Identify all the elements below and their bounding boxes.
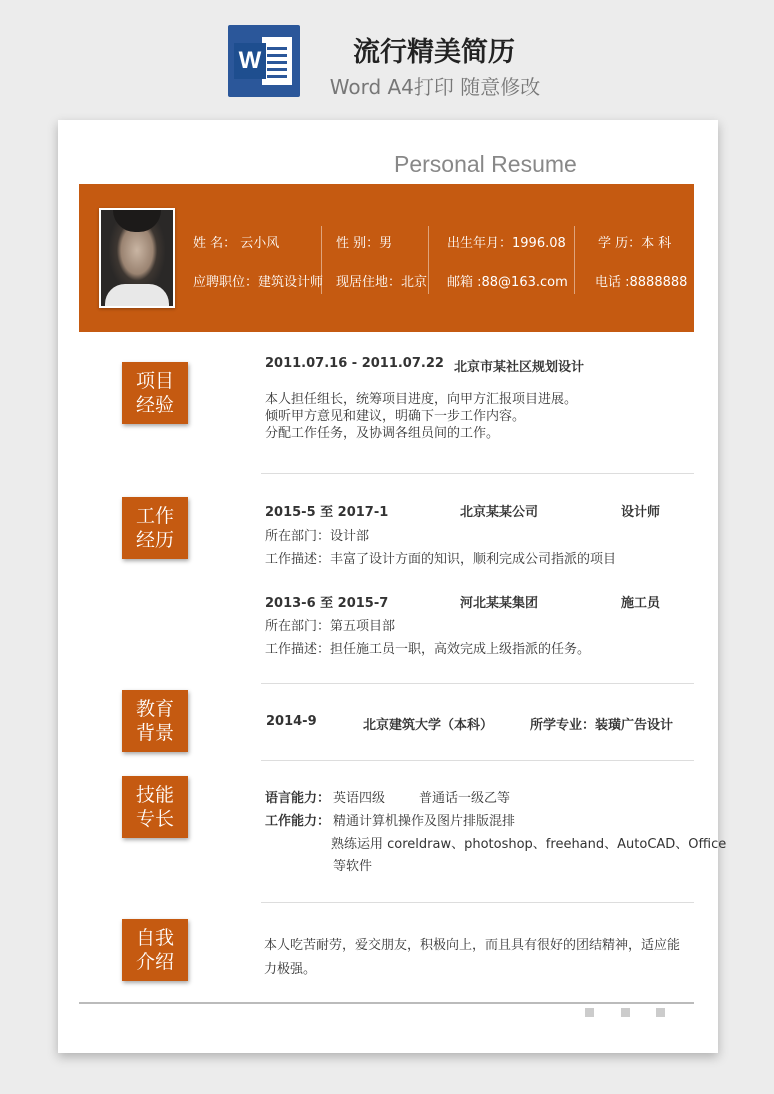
divider <box>261 760 694 761</box>
project-line: 分配工作任务，及协调各组员间的工作。 <box>265 426 500 441</box>
skill-work-item: 等软件 <box>333 859 373 874</box>
document-lines-icon <box>262 37 292 85</box>
section-label-education: 教育 背景 <box>122 690 188 752</box>
profile-phone: 电话 :8888888 <box>595 275 688 290</box>
job-role: 设计师 <box>621 505 661 520</box>
banner-subtitle: Word A4打印 随意修改 <box>329 75 541 99</box>
profile-position: 应聘职位：建筑设计师 <box>193 275 324 290</box>
profile-gender: 性 别：男 <box>336 236 393 251</box>
divider <box>261 902 694 903</box>
word-letter: W <box>234 43 266 79</box>
footer-dot <box>656 1008 665 1017</box>
job-dept: 所在部门：第五项目部 <box>265 619 396 634</box>
profile-email: 邮箱 :88@163.com <box>447 275 568 290</box>
word-icon <box>228 25 300 97</box>
banner-title: 流行精美简历 <box>353 37 515 68</box>
skill-work-item: 精通计算机操作及图片排版混排 <box>333 814 516 829</box>
job-company: 河北某某集团 <box>460 596 539 611</box>
divider <box>261 683 694 684</box>
project-title: 北京市某社区规划设计 <box>454 360 585 375</box>
divider <box>261 473 694 474</box>
profile-birth: 出生年月：1996.08 <box>447 236 566 251</box>
education-major: 所学专业：装璜广告设计 <box>530 718 674 733</box>
profile-residence: 现居住地：北京 <box>336 275 428 290</box>
profile-education: 学 历：本 科 <box>598 236 672 251</box>
education-year: 2014-9 <box>266 714 317 729</box>
self-intro-line: 本人吃苦耐劳，爱交朋友，积极向上，而且具有很好的团结精神，适应能 <box>264 938 681 953</box>
skill-work-label: 工作能力： <box>265 814 331 829</box>
section-label-self: 自我 介绍 <box>122 919 188 981</box>
section-label-skills: 技能 专长 <box>122 776 188 838</box>
project-line: 本人担任组长，统筹项目进度，向甲方汇报项目进展。 <box>265 392 578 407</box>
skill-language-item: 英语四级 <box>333 791 386 806</box>
footer-line <box>79 1002 694 1004</box>
education-school: 北京建筑大学（本科） <box>363 718 494 733</box>
skill-language-label: 语言能力： <box>265 791 331 806</box>
job-company: 北京某某公司 <box>460 505 539 520</box>
resume-title: Personal Resume <box>394 151 577 177</box>
project-date: 2011.07.16 - 2011.07.22 <box>265 356 444 371</box>
section-label-work: 工作 经历 <box>122 497 188 559</box>
section-label-project: 项目 经验 <box>122 362 188 424</box>
footer-dot <box>585 1008 594 1017</box>
profile-band <box>79 184 694 332</box>
resume-page <box>58 120 727 1053</box>
profile-name: 姓 名： 云小风 <box>193 236 280 251</box>
skill-language-item: 普通话一级乙等 <box>419 791 511 806</box>
footer-dot <box>621 1008 630 1017</box>
job-dept: 所在部门：设计部 <box>265 529 370 544</box>
job-desc: 工作描述：丰富了设计方面的知识，顺利完成公司指派的项目 <box>265 552 617 567</box>
profile-photo <box>99 208 175 308</box>
job-period: 2015-5 至 2017-1 <box>265 505 389 520</box>
job-desc: 工作描述：担任施工员一职，高效完成上级指派的任务。 <box>265 642 591 657</box>
job-role: 施工员 <box>621 596 661 611</box>
job-period: 2013-6 至 2015-7 <box>265 596 389 611</box>
project-line: 倾听甲方意见和建议，明确下一步工作内容。 <box>265 409 526 424</box>
skill-work-item: 熟练运用 coreldraw、photoshop、freehand、AutoCAD、Office <box>331 837 727 852</box>
self-intro-line: 力极强。 <box>264 962 317 977</box>
